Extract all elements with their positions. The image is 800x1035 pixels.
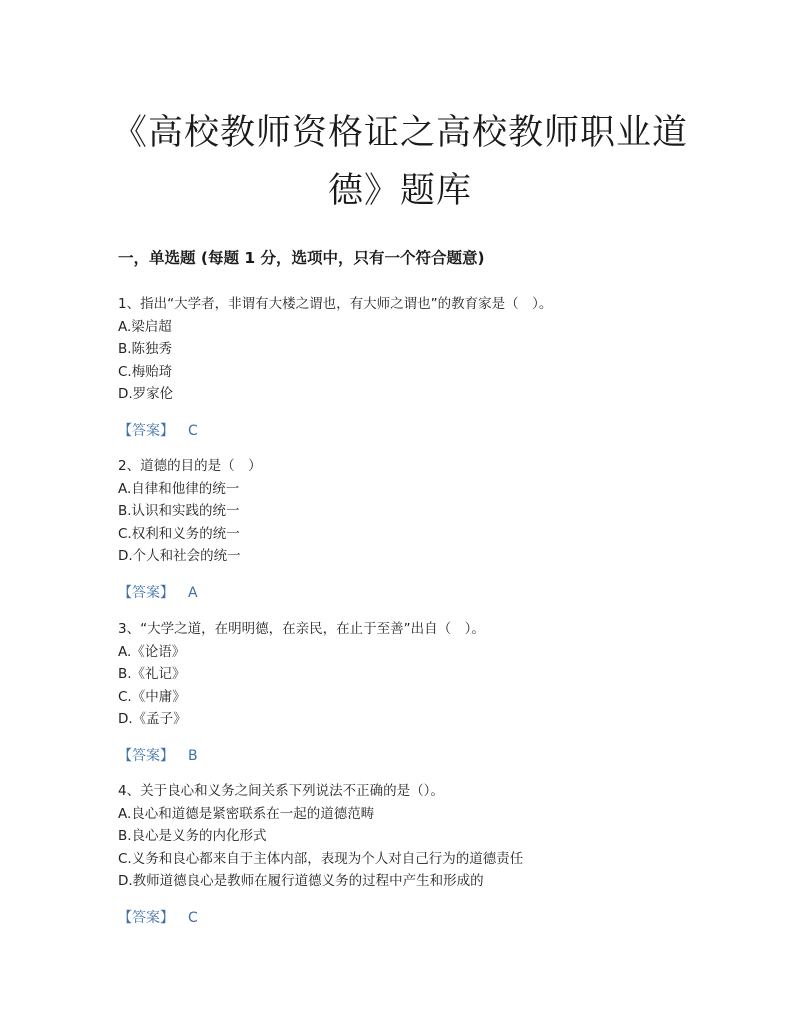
option-b: B.陈独秀 — [118, 341, 173, 357]
answer-value: A — [188, 584, 198, 601]
answer-value: C — [188, 422, 198, 439]
question-1 — [118, 293, 718, 442]
answer-value: B — [188, 747, 198, 764]
question-stem: 2、道德的目的是（ ） — [118, 458, 262, 474]
option-c: C.权利和义务的统一 — [118, 525, 240, 542]
answer-line — [118, 582, 718, 604]
option-a: A.梁启超 — [118, 318, 172, 335]
question-stem: 4、关于良心和义务之间关系下列说法不正确的是（）。 — [118, 783, 444, 799]
answer-value: C — [188, 909, 198, 926]
option-c: C.梅贻琦 — [118, 363, 173, 380]
question-stem: 1、指出“大学者，非谓有大楼之谓也，有大师之谓也”的教育家是（ ）。 — [118, 296, 553, 312]
option-b: B.认识和实践的统一 — [118, 503, 240, 519]
answer-label: 【答案】 — [118, 747, 174, 764]
document-title — [80, 104, 720, 220]
answer-line — [118, 420, 718, 442]
option-c: C.《中庸》 — [118, 688, 186, 705]
answer-line — [118, 907, 718, 929]
answer-line — [118, 745, 718, 767]
question-4 — [118, 780, 718, 929]
answer-label: 【答案】 — [118, 909, 174, 926]
option-d: D.《孟子》 — [118, 711, 187, 727]
answer-label: 【答案】 — [118, 422, 174, 439]
option-b: B.《礼记》 — [118, 666, 186, 682]
option-d: D.教师道德良心是教师在履行道德义务的过程中产生和形成的 — [118, 873, 484, 889]
question-2 — [118, 455, 718, 604]
option-d: D.个人和社会的统一 — [118, 548, 241, 564]
option-a: A.良心和道德是紧密联系在一起的道德范畴 — [118, 805, 375, 822]
title-line-2: 德》题库 — [327, 171, 472, 211]
answer-label: 【答案】 — [118, 584, 174, 601]
section-heading: 一，单选题 (每题 1 分，选项中，只有一个符合题意) — [118, 249, 485, 267]
question-3 — [118, 618, 718, 767]
option-c: C.义务和良心都来自于主体内部，表现为个人对自己行为的道德责任 — [118, 850, 524, 867]
option-a: A.自律和他律的统一 — [118, 480, 240, 497]
option-b: B.良心是义务的内化形式 — [118, 828, 267, 844]
question-stem: 3、“大学之道，在明明德，在亲民，在止于至善”出自（ ）。 — [118, 621, 485, 637]
option-d: D.罗家伦 — [118, 386, 174, 402]
option-a: A.《论语》 — [118, 643, 186, 660]
title-line-1: 《高校教师资格证之高校教师职业道 — [111, 113, 688, 153]
